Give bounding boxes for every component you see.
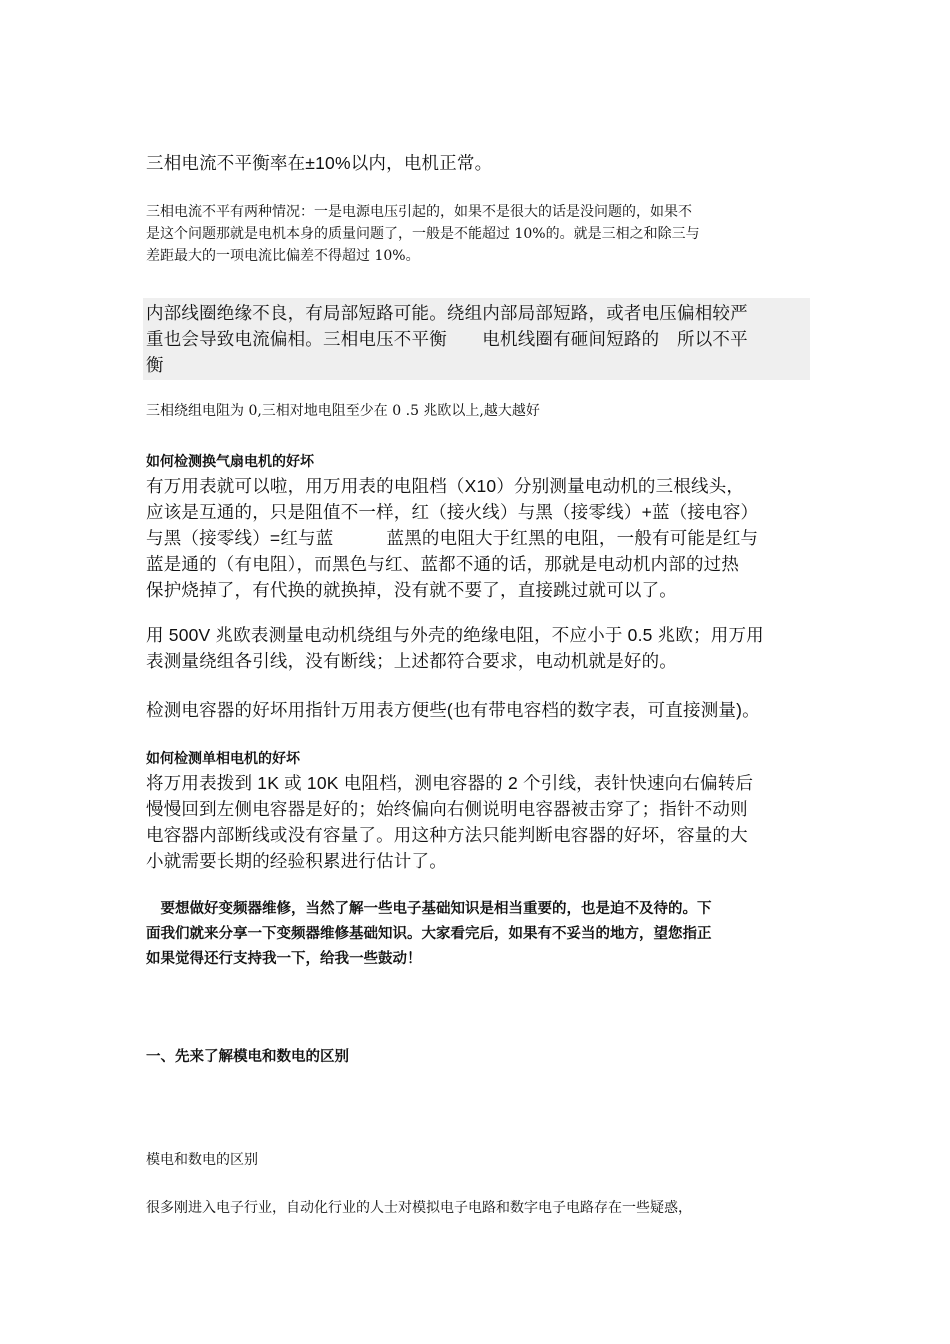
text-line: 是这个问题那就是电机本身的质量问题了，一般是不能超过 10%的。就是三相之和除三与 — [146, 226, 700, 242]
text-line: 面我们就来分享一下变频器维修基础知识。大家看完后，如果有不妥当的地方，望您指正 — [146, 926, 712, 942]
paragraph-imbalance-causes — [146, 201, 808, 267]
paragraph-insulation-test — [146, 622, 808, 674]
text-line: 有万用表就可以啦，用万用表的电阻档（X10）分别测量电动机的三根线头， — [146, 476, 745, 496]
text-line: 电容器内部断线或没有容量了。用这种方法只能判断电容器的好坏，容量的大 — [146, 825, 748, 845]
paragraph-current-imbalance-rate: 三相电流不平衡率在±10%以内，电机正常。 — [146, 153, 493, 173]
shaded-paragraph-coil-insulation — [143, 298, 810, 380]
text-line: 保护烧掉了，有代换的就换掉，没有就不要了，直接跳过就可以了。 — [146, 580, 677, 600]
heading-analog-vs-digital: 一、先来了解模电和数电的区别 — [146, 1049, 349, 1065]
text-line: 衡 — [146, 355, 164, 375]
text-line: 蓝是通的（有电阻），而黑色与红、蓝都不通的话，那就是电动机内部的过热 — [146, 554, 740, 574]
text-line: 内部线圈绝缘不良，有局部短路可能。绕组内部局部短路，或者电压偏相较严 — [146, 303, 748, 323]
text-line: 表测量绕组各引线，没有断线；上述都符合要求，电动机就是好的。 — [146, 651, 677, 671]
paragraph-winding-resistance: 三相绕组电阻为 0,三相对地电阻至少在 0 .5 兆欧以上,越大越好 — [146, 403, 540, 419]
text-line: 应该是互通的，只是阻值不一样，红（接火线）与黑（接零线）+蓝（接电容） — [146, 502, 759, 522]
text-line: 如果觉得还行支持我一下，给我一些鼓动！ — [146, 951, 422, 967]
section-heading: 如何检测单相电机的好坏 — [146, 751, 300, 767]
paragraph-newcomers-confusion: 很多刚进入电子行业，自动化行业的人士对模拟电子电路和数字电子电路存在一些疑惑， — [146, 1200, 692, 1216]
text-line: 用 500V 兆欧表测量电动机绕组与外壳的绝缘电阻，不应小于 0.5 兆欧；用万用 — [146, 625, 764, 645]
section-exhaust-fan-motor — [146, 451, 808, 603]
text-line: 三相电流不平有两种情况：一是电源电压引起的，如果不是很大的话是没问题的，如果不 — [146, 204, 692, 220]
text-line: 与黑（接零线）=红与蓝 蓝黑的电阻大于红黑的电阻，一般有可能是红与 — [146, 528, 759, 548]
text-line: 将万用表拨到 1K 或 10K 电阻档，测电容器的 2 个引线，表针快速向右偏转后 — [146, 773, 754, 793]
text-line: 重也会导致电流偏相。三相电压不平衡 电机线圈有砸间短路的 所以不平 — [146, 329, 748, 349]
text-line: 差距最大的一项电流比偏差不得超过 10%。 — [146, 248, 420, 264]
section-single-phase-motor — [146, 748, 808, 874]
subheading-analog-digital-difference: 模电和数电的区别 — [146, 1152, 258, 1168]
paragraph-inverter-repair-intro — [146, 897, 808, 972]
section-heading: 如何检测换气扇电机的好坏 — [146, 454, 314, 470]
text-line: 小就需要长期的经验积累进行估计了。 — [146, 851, 447, 871]
section-body — [146, 770, 808, 874]
text-line: 要想做好变频器维修，当然了解一些电子基础知识是相当重要的，也是迫不及待的。下 — [146, 901, 712, 917]
section-body — [146, 473, 808, 603]
text-line: 慢慢回到左侧电容器是好的；始终偏向右侧说明电容器被击穿了；指针不动则 — [146, 799, 748, 819]
paragraph-capacitor-test: 检测电容器的好坏用指针万用表方便些(也有带电容档的数字表，可直接测量)。 — [146, 700, 760, 720]
